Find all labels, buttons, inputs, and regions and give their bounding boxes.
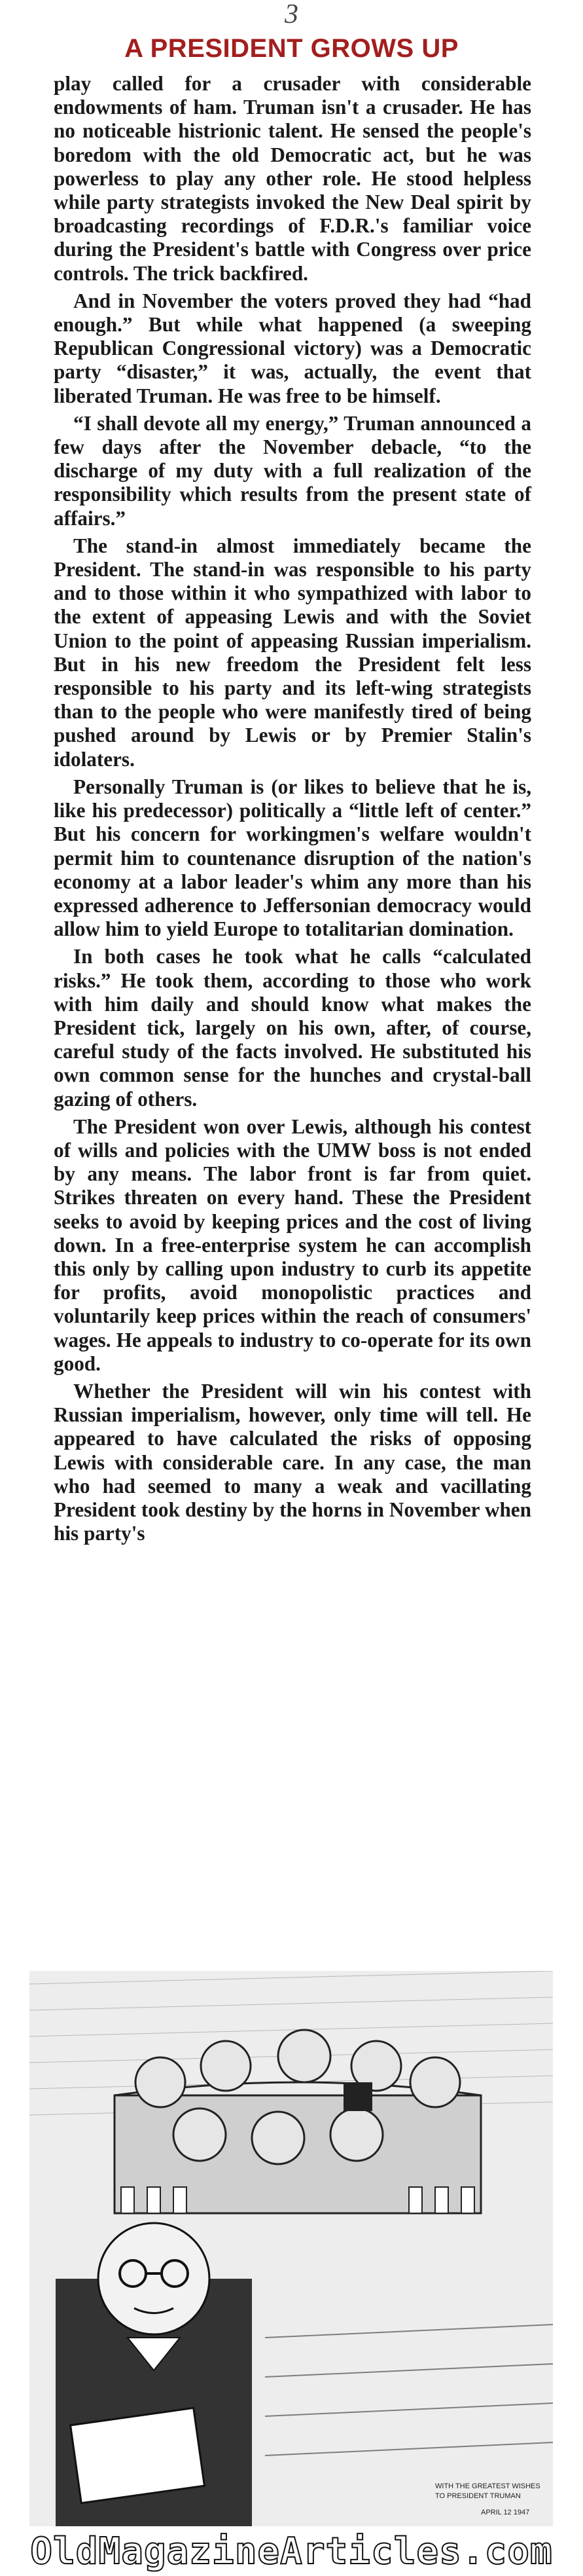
page-number: 3 xyxy=(285,0,298,29)
inscription-line1: WITH THE GREATEST WISHES xyxy=(435,2482,540,2490)
inscription-line2: TO PRESIDENT TRUMAN xyxy=(435,2492,521,2500)
article-paragraph: Whether the President will win his contest with Russian imperialism, however, only time will tell. He appeared to have calculated the risks of opposing Lewis with considerable care. In any case, the man who had seemed to many a weak and vacillating President took destiny by the horns in November when his party's xyxy=(54,1379,531,1545)
article-paragraph: The stand-in almost immediately became the President. The stand-in was responsible to his party and to those within it who sympathized with labor to the extent of appeasing Lewis and with the Soviet Union to the point of appeasing Russian imperialism. But in his new freedom the President felt less responsible to his party and its left-wing strategists than to the people who were manifestly tired of being pushed around by Lewis or by Premier Stalin's idolaters. xyxy=(54,534,531,771)
article-paragraph: And in November the voters proved they had “had enough.” But while what happened (a sweeping Republican Congressional victory) was a Democratic party “disaster,” it was, actually, the event that liberated Truman. He was free to be himself. xyxy=(54,289,531,407)
site-banner xyxy=(0,2529,583,2576)
article-paragraph: “I shall devote all my energy,” Truman announced a few days after the November debacle, “to the discharge of my duty with a full realization of the responsibility which results from the present state of affairs.” xyxy=(54,411,531,530)
article-paragraph: In both cases he took what he calls “calculated risks.” He took them, according to those who work with him daily and should know what makes the President tick, largely on his own, after, of course, careful study of the facts involved. He substituted his own common sense for the hunches and crystal-ball gazing of others. xyxy=(54,945,531,1111)
article-paragraph: Personally Truman is (or likes to believe that he is, like his predecessor) politically a “little left of center.” But his concern for workingmen's welfare wouldn't permit him to countenance disruption of the nation's economy at a labor leader's whim any more than his expressed adherence to Jeffersonian democracy would allow him to yield Europe to totalitarian domination. xyxy=(54,775,531,941)
article-paragraph: play called for a crusader with considerable endowments of ham. Truman isn't a crusader. He has no noticeable histrionic talent. He sensed the people's boredom with the old Democratic act, but he was powerless to play any other role. He stood helpless while party strategists invoked the New Deal spirit by broadcasting recordings of F.D.R.'s familiar voice during the President's battle with Congress over price controls. The trick backfired. xyxy=(54,72,531,285)
truman-cartoon-illustration xyxy=(29,1971,553,2526)
article-body xyxy=(54,72,531,1549)
inscription-date: APRIL 12 1947 xyxy=(481,2509,530,2516)
article-title: A PRESIDENT GROWS UP xyxy=(124,34,459,63)
site-name: OldMagazineArticles.com xyxy=(30,2530,553,2573)
article-paragraph: The President won over Lewis, although his contest of wills and policies with the UMW boss is not ended by any means. The labor front is far from quiet. Strikes threaten on every hand. These the President seeks to avoid by keeping prices and the cost of living down. In a free-enterprise system he can accomplish this only by calling upon industry to curb its appetite for profits, avoid monopolistic practices and voluntarily keep prices within the reach of consumers' wages. He appeals to industry to co-operate for its own good. xyxy=(54,1114,531,1375)
top-hat xyxy=(344,2082,372,2111)
